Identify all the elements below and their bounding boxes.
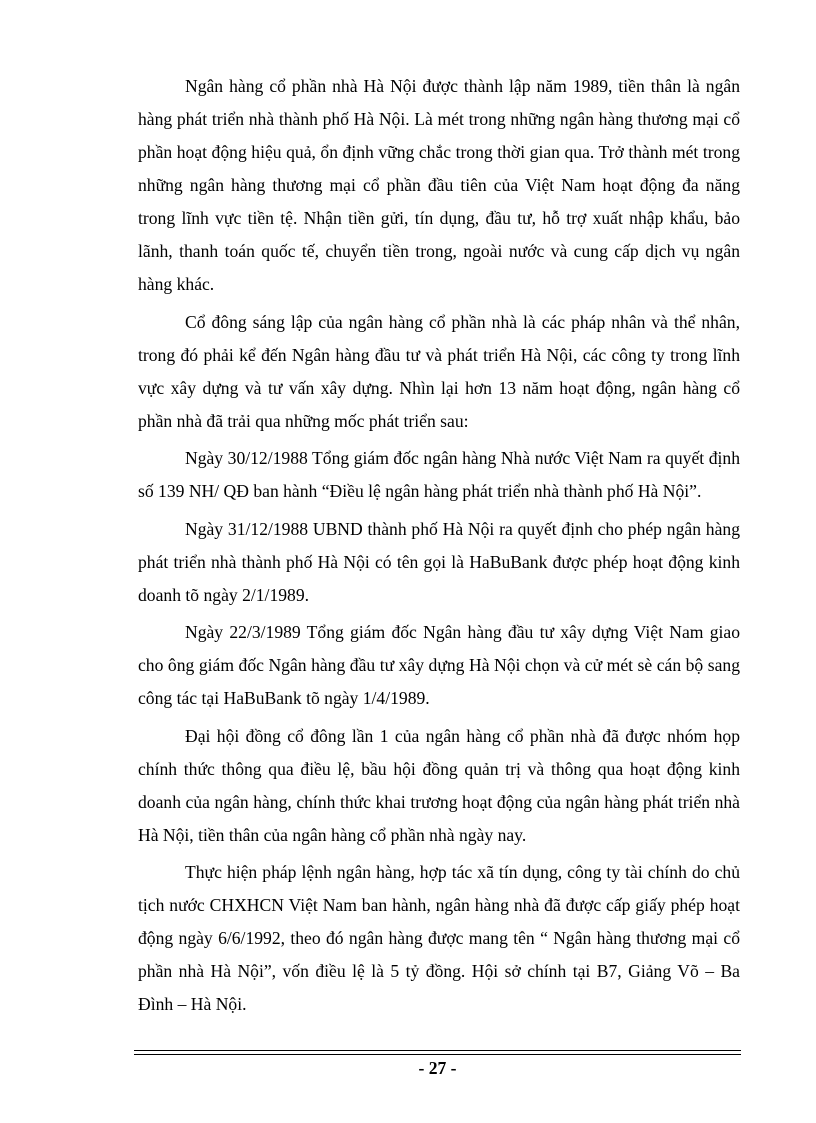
- footer-divider: [134, 1050, 741, 1055]
- document-body: [138, 70, 740, 1026]
- paragraph-ubnd-decision: Ngày 31/12/1988 UBND thành phố Hà Nội ra quyết định cho phép ngân hàng phát triển nhà thành phố Hà Nội có tên gọi là HaBuBank được phép hoạt động kinh doanh tõ ngày 2/1/1989.: [138, 518, 740, 605]
- paragraph-founders: Cổ đông sáng lập của ngân hàng cổ phần nhà là các pháp nhân và thể nhân, trong đó phải kể đến Ngân hàng đầu tư và phát triển Hà Nội, các công ty trong lĩnh vực xây dựng và tư vấn xây dựng. Nhìn lại hơn 13 năm hoạt động, ngân hàng cổ phần nhà đã trải qua những mốc phát triển sau:: [138, 311, 740, 431]
- paragraph-1988-decision: Ngày 30/12/1988 Tổng giám đốc ngân hàng Nhà nước Việt Nam ra quyết định số 139 NH/ QĐ ban hành “Điều lệ ngân hàng phát triển nhà thành phố Hà Nội”.: [138, 448, 740, 501]
- paragraph-1989-staff: Ngày 22/3/1989 Tổng giám đốc Ngân hàng đầu tư xây dựng Việt Nam giao cho ông giám đốc Ngân hàng đầu tư xây dựng Hà Nội chọn và cử mét sè cán bộ sang công tác tại HaBuBank tõ ngày 1/4/1989.: [138, 622, 740, 708]
- page-number: - 27 -: [418, 1058, 457, 1078]
- paragraph-license: Thực hiện pháp lệnh ngân hàng, hợp tác xã tín dụng, công ty tài chính do chủ tịch nước CHXHCN Việt Nam ban hành, ngân hàng nhà đã được cấp giấy phép hoạt động ngày 6/6/1992, theo đó ngân hàng được mang tên “ Ngân hàng thương mại cổ phần nhà Hà Nội”, vốn điều lệ là 5 tỷ đồng. Hội sở chính tại B7, Giảng Võ – Ba Đình – Hà Nội.: [138, 862, 740, 1014]
- paragraph-shareholders-meeting: Đại hội đồng cổ đông lần 1 của ngân hàng cổ phần nhà đã được nhóm họp chính thức thông qua điều lệ, bầu hội đồng quản trị và thông qua hoạt động kinh doanh của ngân hàng, chính thức khai trương hoạt động của ngân hàng phát triển nhà Hà Nội, tiền thân của ngân hàng cổ phần nhà ngày nay.: [138, 725, 740, 845]
- paragraph-intro: Ngân hàng cổ phần nhà Hà Nội được thành lập năm 1989, tiền thân là ngân hàng phát triển nhà thành phố Hà Nội. Là mét trong những ngân hàng thương mại cổ phần hoạt động hiệu quả, ổn định vững chắc trong thời gian qua. Trở thành mét trong những ngân hàng thương mại cổ phần đầu tiên của Việt Nam hoạt động đa năng trong lĩnh vực tiền tệ. Nhận tiền gửi, tín dụng, đầu tư, hỗ trợ xuất nhập khẩu, bảo lãnh, thanh toán quốc tế, chuyển tiền trong, ngoài nước và cung cấp dịch vụ ngân hàng khác.: [138, 76, 740, 294]
